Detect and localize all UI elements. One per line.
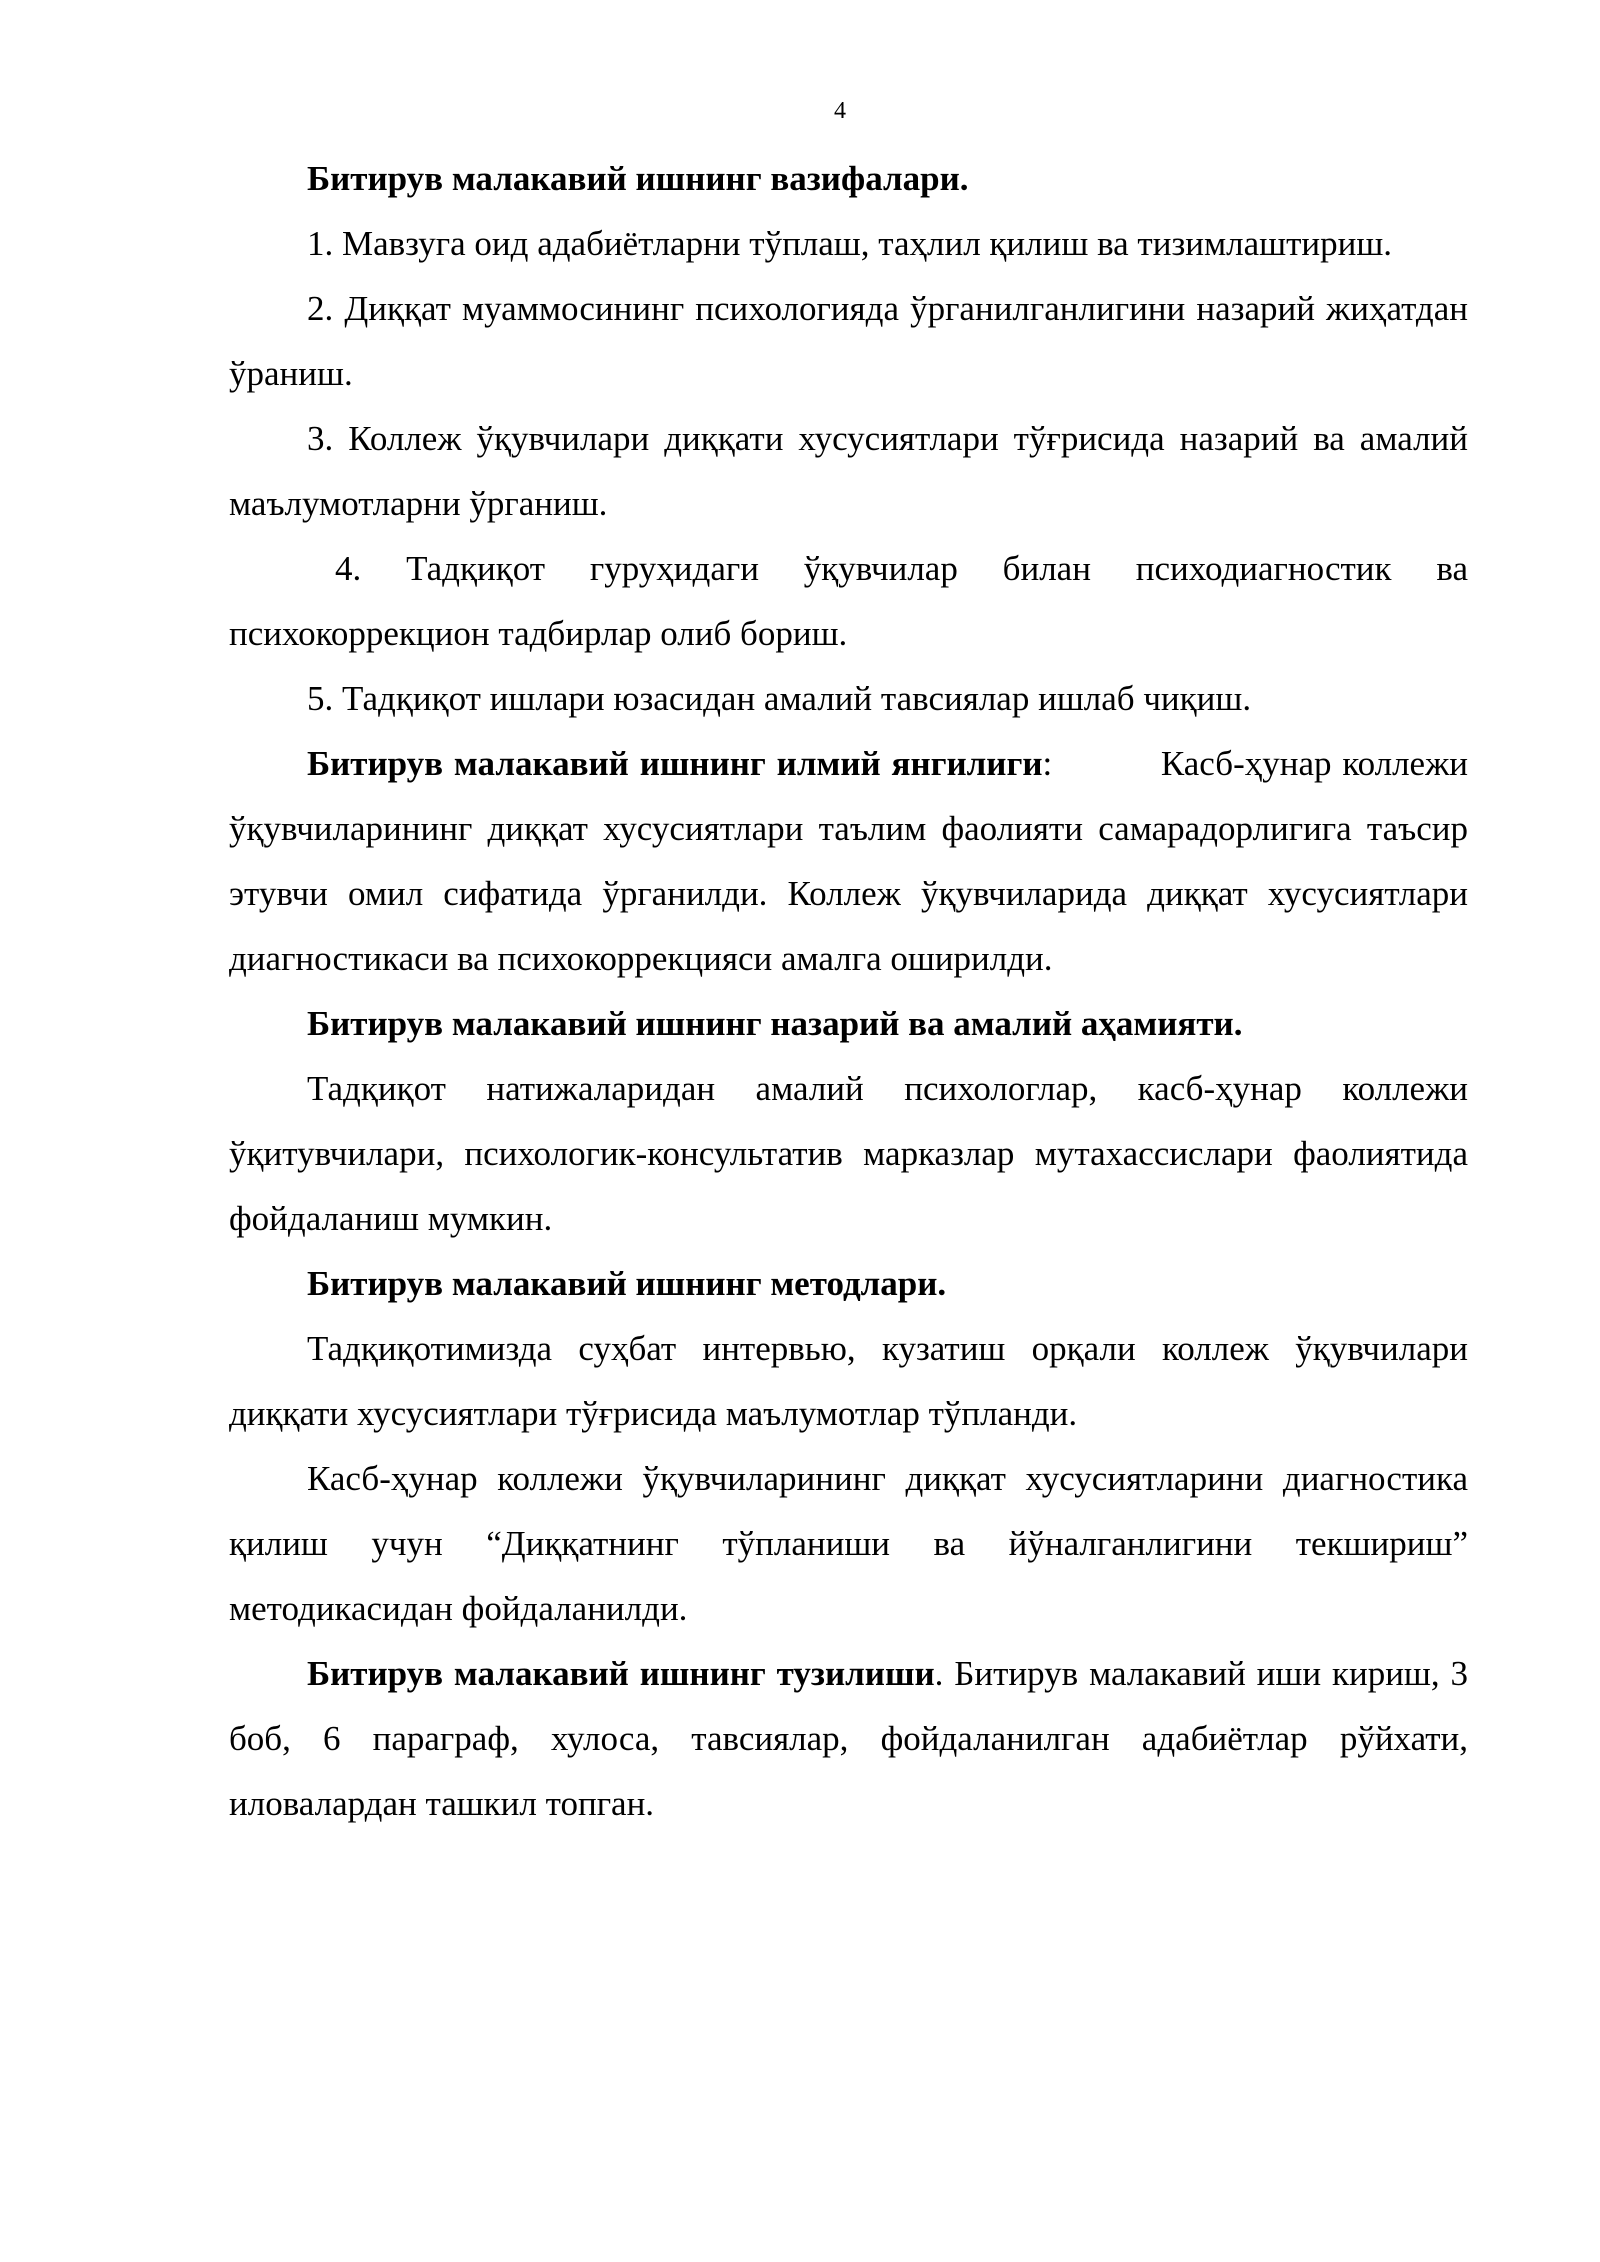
paragraph-novelty (229, 731, 1468, 991)
structure-heading: Битирув малакавий ишнинг тузилиши (307, 1654, 935, 1693)
methods-heading: Битирув малакавий ишнинг методлари. (307, 1264, 947, 1303)
tasks-heading: Битирув малакавий ишнинг вазифалари. (307, 159, 969, 198)
paragraph-methods-text-2: Касб-ҳунар коллежи ўқувчиларининг диққат хусусиятларини диагностика қилиш учун “Диққатнинг тўпланиши ва йўналганлигини текшириш” методикасидан фойдаланилди. (229, 1459, 1468, 1628)
paragraph-significance-heading (229, 991, 1468, 1056)
page-number: 4 (834, 98, 846, 124)
novelty-text: Касб-ҳунар коллежи ўқувчиларининг диққат хусусиятлари таълим фаолияти самарадорлигига таъсир этувчи омил сифатида ўрганилди. Коллеж ўқувчиларида диққат хусусиятлари диагностикаси ва психокоррекцияси амалга оширилди. (229, 744, 1468, 978)
structure-text: . Битирув малакавий иши кириш, 3 боб, 6 параграф, хулоса, тавсиялар, фойдаланилган адабиётлар рўйхати, иловалардан ташкил топган. (229, 1654, 1468, 1823)
paragraph-methods-text-1: Тадқиқотимизда суҳбат интервью, кузатиш орқали коллеж ўқувчилари диққати хусусиятлари тўғрисида маълумотлар тўпланди. (229, 1329, 1468, 1433)
novelty-colon: : (1042, 744, 1053, 783)
paragraph-significance-text: Тадқиқот натижаларидан амалий психологлар, касб-ҳунар коллежи ўқитувчилари, психологик-консультатив марказлар мутахассислари фаолиятида фойдаланиш мумкин. (229, 1069, 1468, 1238)
paragraph-task-1: 1. Мавзуга оид адабиётларни тўплаш, таҳлил қилиш ва тизимлаштириш. (307, 224, 1393, 263)
paragraph-methods-heading (229, 1251, 1468, 1316)
paragraph-task-4: 4. Тадқиқот гуруҳидаги ўқувчилар билан психодиагностик ва психокоррекцион тадбирлар олиб бориш. (229, 549, 1468, 653)
paragraph-tasks-heading (229, 146, 1468, 211)
paragraph-structure (229, 1641, 1468, 1836)
significance-heading: Битирув малакавий ишнинг назарий ва амалий аҳамияти. (307, 1004, 1243, 1043)
paragraph-task-2: 2. Диққат муаммосининг психологияда ўрганилганлигини назарий жиҳатдан ўраниш. (229, 289, 1468, 393)
paragraph-task-5: 5. Тадқиқот ишлари юзасидан амалий тавсиялар ишлаб чиқиш. (307, 679, 1252, 718)
document-body (229, 146, 1468, 1836)
paragraph-task-3: 3. Коллеж ўқувчилари диққати хусусиятлари тўғрисида назарий ва амалий маълумотларни ўрганиш. (229, 419, 1468, 523)
novelty-heading: Битирув малакавий ишнинг илмий янгилиги (307, 744, 1043, 783)
